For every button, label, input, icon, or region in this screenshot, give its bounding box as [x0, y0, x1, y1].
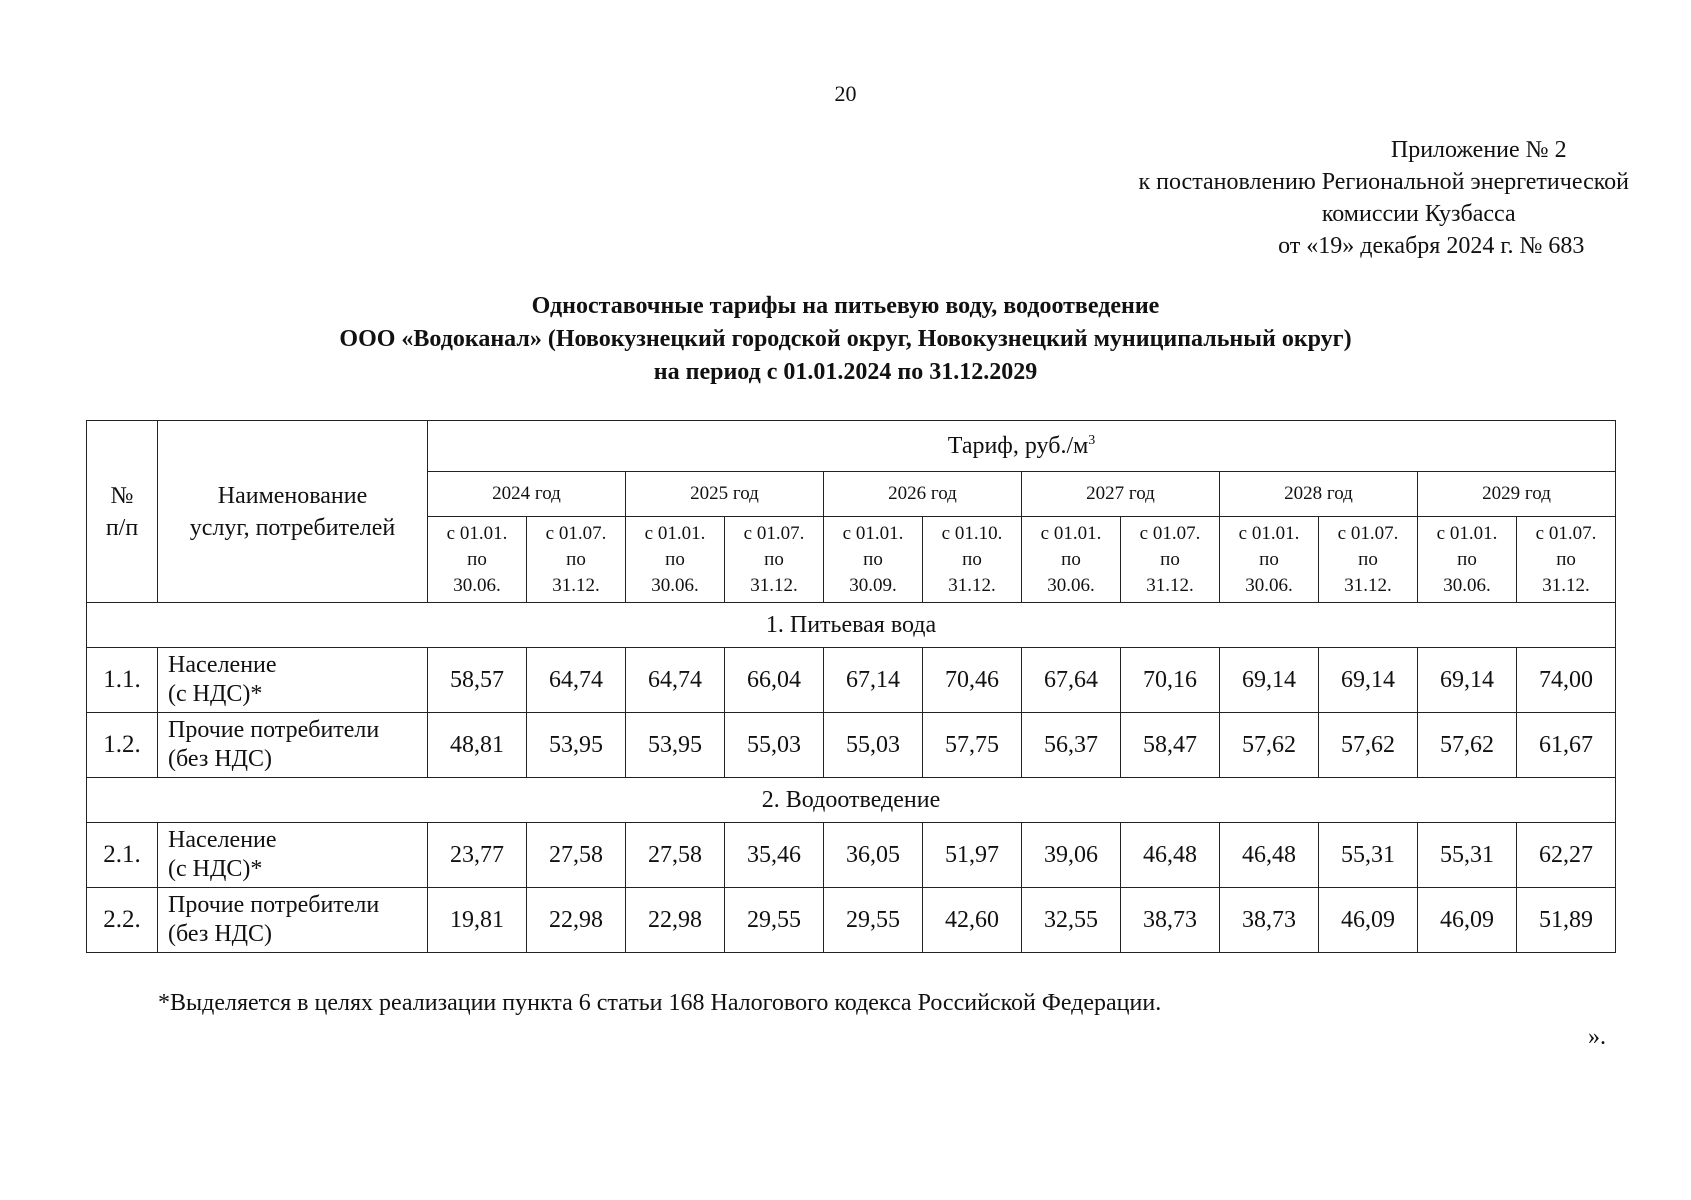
period-line: 31.12.: [1146, 574, 1194, 596]
period-line: 30.06.: [1443, 574, 1491, 596]
period-line: по: [467, 548, 487, 570]
appendix-line-2: к постановлению Региональной энергетической: [1138, 169, 1629, 195]
tariff-value: 67,14: [824, 648, 923, 713]
row-service-name: [158, 713, 428, 778]
tariff-value: 32,55: [1022, 888, 1121, 953]
period-line: 31.12.: [750, 574, 798, 596]
table-row: [87, 888, 1616, 953]
section-title: 2. Водоотведение: [87, 778, 1616, 823]
tariff-value: 23,77: [428, 823, 527, 888]
table-row: [87, 823, 1616, 888]
tariff-value: 61,67: [1517, 713, 1616, 778]
tariff-value: 19,81: [428, 888, 527, 953]
year-header: 2026 год: [824, 472, 1022, 517]
tariff-table-body: [87, 603, 1616, 953]
period-line: 31.12.: [1542, 574, 1590, 596]
tariff-value: 69,14: [1319, 648, 1418, 713]
period-line: с 01.01.: [842, 522, 904, 544]
tariff-value: 53,95: [527, 713, 626, 778]
year-header: 2024 год: [428, 472, 626, 517]
tariff-value: 55,03: [725, 713, 824, 778]
table-row: [87, 648, 1616, 713]
title-line-1: Одноставочные тарифы на питьевую воду, водоотведение: [531, 293, 1160, 319]
table-row: [87, 713, 1616, 778]
tariff-value: 57,62: [1319, 713, 1418, 778]
tariff-value: 38,73: [1220, 888, 1319, 953]
period-line: по: [1358, 548, 1378, 570]
period-header: [1319, 517, 1418, 603]
year-header: 2025 год: [626, 472, 824, 517]
tariff-value: 66,04: [725, 648, 824, 713]
tariff-value: 46,48: [1220, 823, 1319, 888]
tariff-value: 67,64: [1022, 648, 1121, 713]
tariff-value: 39,06: [1022, 823, 1121, 888]
tariff-value: 29,55: [824, 888, 923, 953]
tariff-value: 35,46: [725, 823, 824, 888]
year-header: 2027 год: [1022, 472, 1220, 517]
page-number: 20: [834, 81, 857, 106]
tariff-value: 27,58: [527, 823, 626, 888]
row-service-name: [158, 648, 428, 713]
period-line: с 01.01.: [446, 522, 508, 544]
row-name-line-1: Прочие потребители: [168, 892, 380, 918]
row-name-line-2: (без НДС): [168, 921, 273, 947]
period-line: 30.06.: [651, 574, 699, 596]
header-number-line-1: №: [110, 482, 134, 509]
period-line: 31.12.: [552, 574, 600, 596]
period-line: с 01.07.: [1337, 522, 1399, 544]
period-header: [1418, 517, 1517, 603]
header-service-name: [158, 421, 428, 603]
row-number: 1.2.: [87, 713, 158, 778]
tariff-value: 36,05: [824, 823, 923, 888]
tariff-value: 58,57: [428, 648, 527, 713]
period-line: по: [1259, 548, 1279, 570]
row-number: 2.2.: [87, 888, 158, 953]
period-header: [824, 517, 923, 603]
period-header: [923, 517, 1022, 603]
document-title: [0, 290, 1691, 389]
period-line: 30.09.: [849, 574, 897, 596]
period-header: [1220, 517, 1319, 603]
tariff-value: 22,98: [527, 888, 626, 953]
tariff-value: 53,95: [626, 713, 725, 778]
period-line: по: [665, 548, 685, 570]
period-line: с 01.01.: [1238, 522, 1300, 544]
period-line: с 01.10.: [941, 522, 1003, 544]
tariff-value: 74,00: [1517, 648, 1616, 713]
header-tariff-superscript: 3: [1088, 432, 1096, 448]
tariff-value: 70,16: [1121, 648, 1220, 713]
appendix-line-1: Приложение № 2: [1390, 137, 1567, 163]
period-line: 31.12.: [948, 574, 996, 596]
tariff-value: 55,03: [824, 713, 923, 778]
period-header: [1121, 517, 1220, 603]
tariff-value: 22,98: [626, 888, 725, 953]
tariff-table: [86, 420, 1616, 953]
period-line: с 01.07.: [1535, 522, 1597, 544]
row-name-line-1: Население: [168, 827, 277, 853]
period-header: [725, 517, 824, 603]
period-line: по: [863, 548, 883, 570]
tariff-value: 70,46: [923, 648, 1022, 713]
period-line: 30.06.: [453, 574, 501, 596]
tariff-value: 62,27: [1517, 823, 1616, 888]
section-row: [87, 603, 1616, 648]
tariff-value: 64,74: [527, 648, 626, 713]
tariff-value: 57,62: [1418, 713, 1517, 778]
row-service-name: [158, 888, 428, 953]
tariff-value: 58,47: [1121, 713, 1220, 778]
period-line: по: [1160, 548, 1180, 570]
tariff-value: 51,89: [1517, 888, 1616, 953]
period-line: по: [764, 548, 784, 570]
tariff-value: 29,55: [725, 888, 824, 953]
period-line: по: [1556, 548, 1576, 570]
appendix-line-3: комиссии Кузбасса: [1321, 201, 1516, 227]
period-line: с 01.07.: [1139, 522, 1201, 544]
header-tariff-label: Тариф, руб./м: [947, 432, 1089, 459]
year-header: 2029 год: [1418, 472, 1616, 517]
tariff-value: 55,31: [1418, 823, 1517, 888]
appendix-reference: [1138, 134, 1629, 262]
tariff-value: 55,31: [1319, 823, 1418, 888]
row-number: 2.1.: [87, 823, 158, 888]
tariff-value: 48,81: [428, 713, 527, 778]
tariff-value: 46,09: [1319, 888, 1418, 953]
row-service-name: [158, 823, 428, 888]
period-line: по: [962, 548, 982, 570]
period-line: с 01.07.: [545, 522, 607, 544]
period-header: [1517, 517, 1616, 603]
tariff-value: 57,75: [923, 713, 1022, 778]
period-header: [1022, 517, 1121, 603]
period-line: с 01.07.: [743, 522, 805, 544]
period-line: по: [1061, 548, 1081, 570]
tariff-value: 57,62: [1220, 713, 1319, 778]
title-line-3: на период с 01.01.2024 по 31.12.2029: [653, 359, 1038, 385]
tariff-value: 69,14: [1418, 648, 1517, 713]
period-header: [428, 517, 527, 603]
period-line: по: [566, 548, 586, 570]
tariff-value: 51,97: [923, 823, 1022, 888]
row-name-line-2: (с НДС)*: [168, 681, 263, 707]
tariff-value: 69,14: [1220, 648, 1319, 713]
footnote: *Выделяется в целях реализации пункта 6 статьи 168 Налогового кодекса Российской Федерации.: [158, 990, 1162, 1016]
header-tariff: [428, 421, 1616, 472]
title-line-2: ООО «Водоканал» (Новокузнецкий городской округ, Новокузнецкий муниципальный округ): [339, 326, 1352, 352]
header-name-line-2: услуг, потребителей: [189, 514, 396, 541]
header-number: [87, 421, 158, 603]
period-line: по: [1457, 548, 1477, 570]
year-header: 2028 год: [1220, 472, 1418, 517]
tariff-value: 46,48: [1121, 823, 1220, 888]
period-line: 31.12.: [1344, 574, 1392, 596]
tariff-value: 42,60: [923, 888, 1022, 953]
tariff-value: 56,37: [1022, 713, 1121, 778]
header-number-line-2: п/п: [105, 514, 139, 541]
period-line: с 01.01.: [1040, 522, 1102, 544]
period-line: с 01.01.: [1436, 522, 1498, 544]
section-title: 1. Питьевая вода: [87, 603, 1616, 648]
period-line: с 01.01.: [644, 522, 706, 544]
period-header: [527, 517, 626, 603]
row-name-line-1: Население: [168, 652, 277, 678]
header-name-line-1: Наименование: [217, 482, 368, 509]
appendix-line-4: от «19» декабря 2024 г. № 683: [1278, 233, 1585, 259]
section-row: [87, 778, 1616, 823]
row-name-line-2: (с НДС)*: [168, 856, 263, 882]
tariff-value: 46,09: [1418, 888, 1517, 953]
tariff-value: 64,74: [626, 648, 725, 713]
row-number: 1.1.: [87, 648, 158, 713]
row-name-line-2: (без НДС): [168, 746, 273, 772]
row-name-line-1: Прочие потребители: [168, 717, 380, 743]
period-line: 30.06.: [1245, 574, 1293, 596]
period-header: [626, 517, 725, 603]
closing-quote-mark: ».: [1588, 1024, 1606, 1050]
tariff-value: 27,58: [626, 823, 725, 888]
period-line: 30.06.: [1047, 574, 1095, 596]
tariff-value: 38,73: [1121, 888, 1220, 953]
